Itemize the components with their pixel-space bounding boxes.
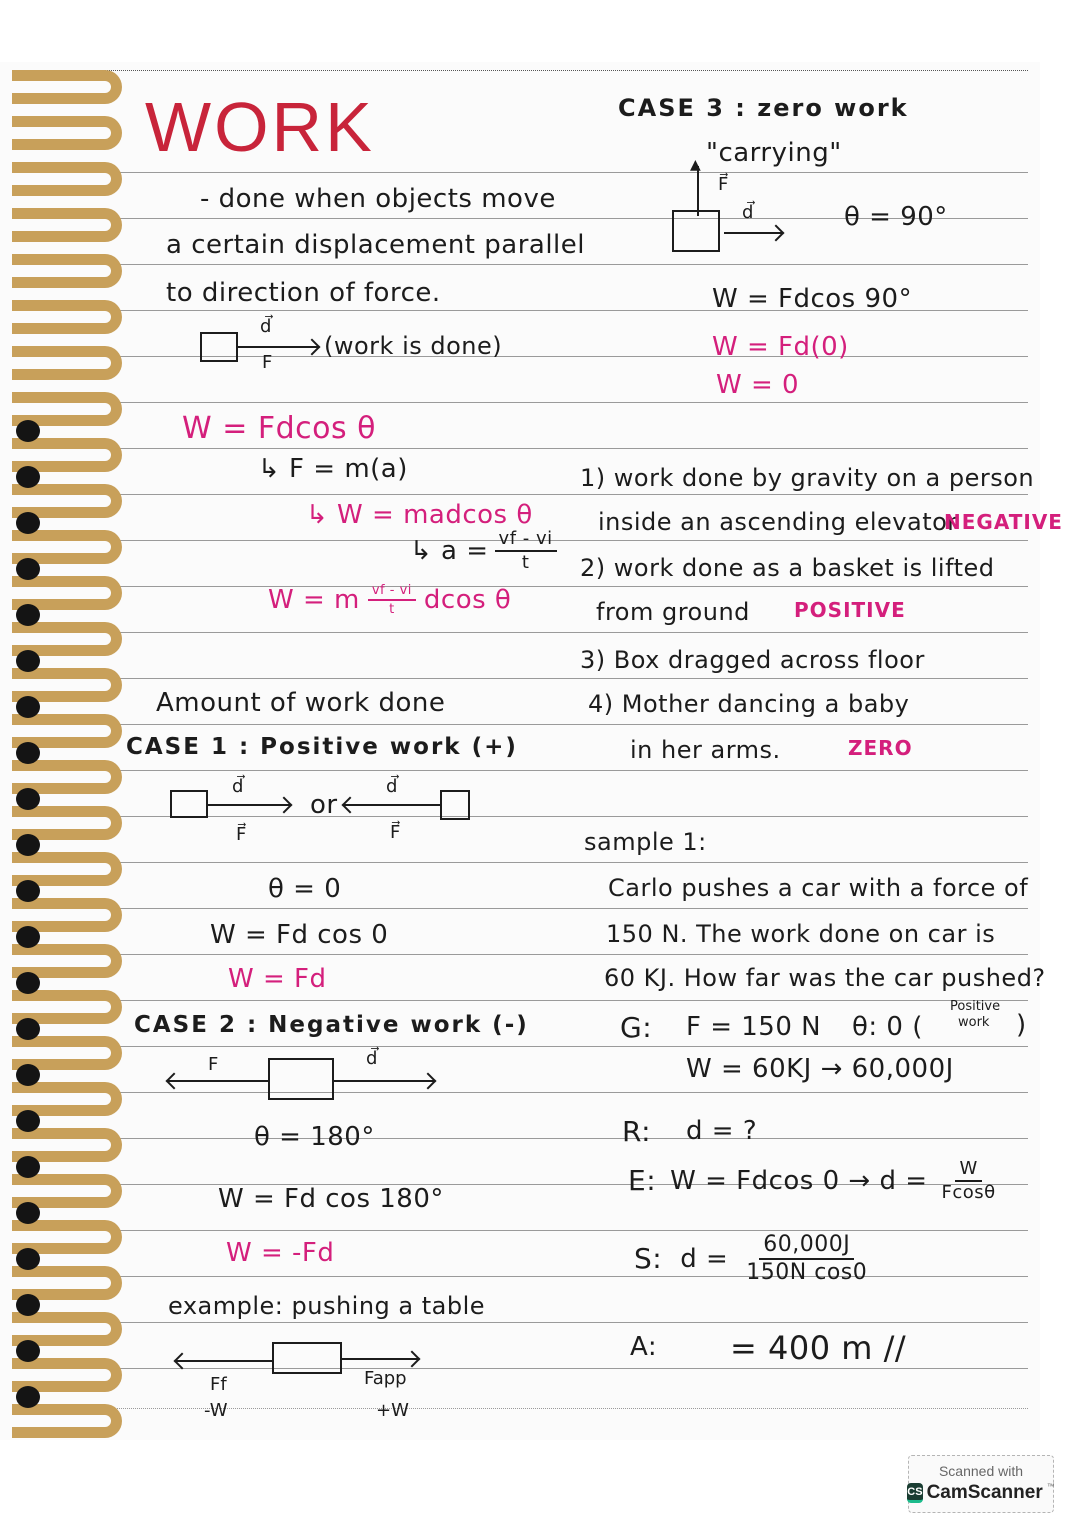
binding-hole xyxy=(16,420,40,442)
object-box xyxy=(170,790,208,818)
final-work-formula xyxy=(268,584,511,616)
sample-problem-line: 60 KJ. How far was the car pushed? xyxy=(604,964,1046,992)
equation-fraction xyxy=(942,1160,996,1202)
rule-line xyxy=(90,862,1028,863)
case3-step: W = Fd(0) xyxy=(712,332,849,362)
rule-line xyxy=(90,264,1028,265)
case1-formula: W = Fd cos 0 xyxy=(210,920,389,950)
binding-hole xyxy=(16,650,40,672)
object-box xyxy=(440,790,470,820)
rule-line xyxy=(90,954,1028,955)
example-1-line2: inside an ascending elevator xyxy=(598,508,958,536)
fraction-numerator: vf - vi xyxy=(368,584,416,601)
sample-problem-line: 150 N. The work done on car is xyxy=(606,920,996,948)
applied-force-label: Fapp xyxy=(364,1368,407,1389)
example-3-line1: 3) Box dragged across floor xyxy=(580,646,925,674)
rule-line xyxy=(90,1230,1028,1231)
force-label: F⃗ xyxy=(390,822,401,843)
camscanner-watermark xyxy=(908,1455,1054,1513)
case3-subtitle: "carrying" xyxy=(706,138,842,168)
rule-line xyxy=(90,1276,1028,1277)
rule-line xyxy=(90,678,1028,679)
rule-line xyxy=(90,1408,1028,1409)
spiral-coil xyxy=(12,208,122,242)
example-1-line1: 1) work done by gravity on a person xyxy=(580,464,1035,492)
case2-heading: CASE 2 : Negative work (-) xyxy=(134,1012,529,1038)
solution-prefix: d = xyxy=(680,1244,729,1274)
solution-row xyxy=(634,1234,867,1284)
spiral-binding xyxy=(0,70,130,1440)
binding-hole xyxy=(16,834,40,856)
watermark-brand xyxy=(909,1482,1053,1504)
equation-text: W = Fdcos 0 → d = xyxy=(670,1166,928,1196)
example-2-answer: POSITIVE xyxy=(794,598,906,622)
derivation-step-force: ↳ F = m(a) xyxy=(258,454,408,484)
displacement-arrow xyxy=(208,804,290,806)
rule-line xyxy=(90,1046,1028,1047)
camscanner-brand-name: CamScanner xyxy=(926,1482,1043,1503)
binding-hole xyxy=(16,512,40,534)
negative-work-label: -W xyxy=(204,1400,228,1421)
rule-line xyxy=(90,1000,1028,1001)
amount-heading: Amount of work done xyxy=(156,688,446,718)
rule-line xyxy=(90,1368,1028,1369)
object-box xyxy=(200,332,238,362)
definition-line: - done when objects move xyxy=(200,184,556,214)
rule-line xyxy=(90,1322,1028,1323)
equation-row xyxy=(628,1160,996,1202)
velocity-fraction xyxy=(368,584,416,616)
rule-line xyxy=(90,1138,1028,1139)
rule-line xyxy=(90,494,1028,495)
case3-theta: θ = 90° xyxy=(844,202,948,232)
given-label: G: xyxy=(620,1011,653,1044)
displacement-label: d⃗ xyxy=(742,202,754,223)
example-4-line1: 4) Mother dancing a baby xyxy=(588,690,910,718)
trademark-symbol: ™ xyxy=(1046,1482,1055,1491)
binding-hole xyxy=(16,1248,40,1270)
rule-line xyxy=(90,172,1028,173)
final-prefix: W = m xyxy=(268,585,360,615)
positive-work-label: +W xyxy=(376,1400,409,1421)
object-box xyxy=(672,210,720,252)
equation-label: E: xyxy=(628,1164,657,1197)
binding-hole xyxy=(16,926,40,948)
case2-theta: θ = 180° xyxy=(254,1122,375,1152)
spiral-coil xyxy=(12,162,122,196)
acceleration-prefix: ↳ a = xyxy=(410,536,489,566)
required-label: R: xyxy=(622,1115,652,1148)
given-note-top: Positive xyxy=(950,999,1001,1014)
binding-hole xyxy=(16,1386,40,1408)
force-arrow-left xyxy=(168,1080,270,1082)
binding-hole xyxy=(16,696,40,718)
case2-formula: W = Fd cos 180° xyxy=(218,1184,444,1214)
rule-line xyxy=(90,540,1028,541)
given-note-bottom: work xyxy=(958,1015,990,1030)
sample-problem-line: Carlo pushes a car with a force of xyxy=(608,874,1029,902)
rule-line xyxy=(90,724,1028,725)
applied-force-arrow xyxy=(342,1358,418,1360)
displacement-arrow xyxy=(334,1080,434,1082)
binding-hole xyxy=(16,1340,40,1362)
solution-fraction xyxy=(746,1234,867,1284)
watermark-caption: Scanned with xyxy=(938,1463,1024,1479)
rule-line xyxy=(90,770,1028,771)
example-1-answer: NEGATIVE xyxy=(944,510,1063,534)
derivation-step-acceleration xyxy=(410,530,557,572)
rule-line xyxy=(90,908,1028,909)
fraction-numerator: 60,000J xyxy=(759,1234,854,1260)
fraction-numerator: vf - vi xyxy=(495,530,557,552)
fraction-denominator: Fcosθ xyxy=(941,1182,996,1203)
binding-hole xyxy=(16,1156,40,1178)
displacement-arrow xyxy=(724,232,782,234)
case3-heading: CASE 3 : zero work xyxy=(618,94,909,122)
definition-line: to direction of force. xyxy=(166,278,441,308)
rule-line xyxy=(90,402,1028,403)
work-done-caption: (work is done) xyxy=(324,332,503,360)
case1-result: W = Fd xyxy=(228,964,327,994)
spiral-coil xyxy=(12,300,122,334)
given-theta: θ: 0 ( xyxy=(852,1012,923,1042)
page-title: WORK xyxy=(145,88,375,166)
fraction-numerator: W xyxy=(955,1160,981,1182)
table-box xyxy=(272,1342,342,1374)
case3-result: W = 0 xyxy=(716,370,800,400)
binding-hole xyxy=(16,466,40,488)
page-top-rule xyxy=(90,70,1028,71)
displacement-label: d⃗ xyxy=(260,316,272,337)
acceleration-fraction xyxy=(495,530,557,572)
spiral-coil xyxy=(12,1404,122,1438)
displacement-arrow xyxy=(238,346,318,348)
object-box xyxy=(268,1058,334,1100)
given-work: W = 60KJ → 60,000J xyxy=(686,1054,954,1084)
binding-hole xyxy=(16,788,40,810)
spiral-coil xyxy=(12,346,122,380)
force-label: F⃗ xyxy=(236,824,247,845)
rule-line xyxy=(90,448,1028,449)
binding-hole xyxy=(16,1110,40,1132)
definition-line: a certain displacement parallel xyxy=(166,230,585,260)
friction-arrow xyxy=(176,1360,274,1362)
displacement-label: d⃗ xyxy=(366,1048,378,1069)
force-arrow-up xyxy=(697,166,699,216)
force-label: F⃗ xyxy=(718,174,729,195)
binding-hole xyxy=(16,1064,40,1086)
force-label: F xyxy=(208,1054,219,1075)
case1-heading: CASE 1 : Positive work (+) xyxy=(126,734,518,760)
displacement-arrow-left xyxy=(344,804,440,806)
binding-hole xyxy=(16,558,40,580)
camscanner-logo-icon: CS xyxy=(907,1483,922,1503)
given-force: F = 150 N xyxy=(686,1012,822,1042)
rule-line xyxy=(90,816,1028,817)
rule-line xyxy=(90,632,1028,633)
fraction-denominator: t xyxy=(389,602,395,617)
fraction-denominator: 150N cos0 xyxy=(746,1260,868,1285)
binding-hole xyxy=(16,1018,40,1040)
sample-heading: sample 1: xyxy=(584,828,707,856)
case3-formula: W = Fdcos 90° xyxy=(712,284,913,314)
required-value: d = ? xyxy=(686,1116,758,1146)
binding-hole xyxy=(16,972,40,994)
spiral-coil xyxy=(12,70,122,104)
binding-hole xyxy=(16,1202,40,1224)
binding-hole xyxy=(16,1294,40,1316)
example-4-line2: in her arms. xyxy=(630,736,781,764)
example-2-line2: from ground xyxy=(596,598,750,626)
spiral-coil xyxy=(12,116,122,150)
work-formula: W = Fdcos θ xyxy=(182,411,377,446)
friction-label: Ff xyxy=(210,1374,227,1395)
displacement-label: d⃗ xyxy=(232,776,244,797)
solution-label: S: xyxy=(634,1242,663,1275)
derivation-step-work: ↳ W = madcos θ xyxy=(306,500,533,530)
binding-hole xyxy=(16,880,40,902)
binding-hole xyxy=(16,604,40,626)
final-suffix: dcos θ xyxy=(423,585,512,615)
given-close-paren: ) xyxy=(1016,1010,1027,1040)
force-label: F xyxy=(262,352,273,373)
fraction-denominator: t xyxy=(521,552,530,573)
example-2-line1: 2) work done as a basket is lifted xyxy=(580,554,995,582)
answer-value: = 400 m // xyxy=(730,1329,907,1367)
rule-line xyxy=(90,586,1028,587)
rule-line xyxy=(90,1092,1028,1093)
example-4-answer: ZERO xyxy=(848,736,913,760)
example-label: example: pushing a table xyxy=(168,1292,486,1320)
binding-hole xyxy=(16,742,40,764)
case2-result: W = -Fd xyxy=(226,1238,335,1268)
spiral-coil xyxy=(12,254,122,288)
or-label: or xyxy=(310,790,338,820)
case1-theta: θ = 0 xyxy=(268,874,342,904)
arrow-head-up-icon: ▲ xyxy=(690,157,701,173)
answer-label: A: xyxy=(630,1332,658,1362)
displacement-label: d⃗ xyxy=(386,776,398,797)
